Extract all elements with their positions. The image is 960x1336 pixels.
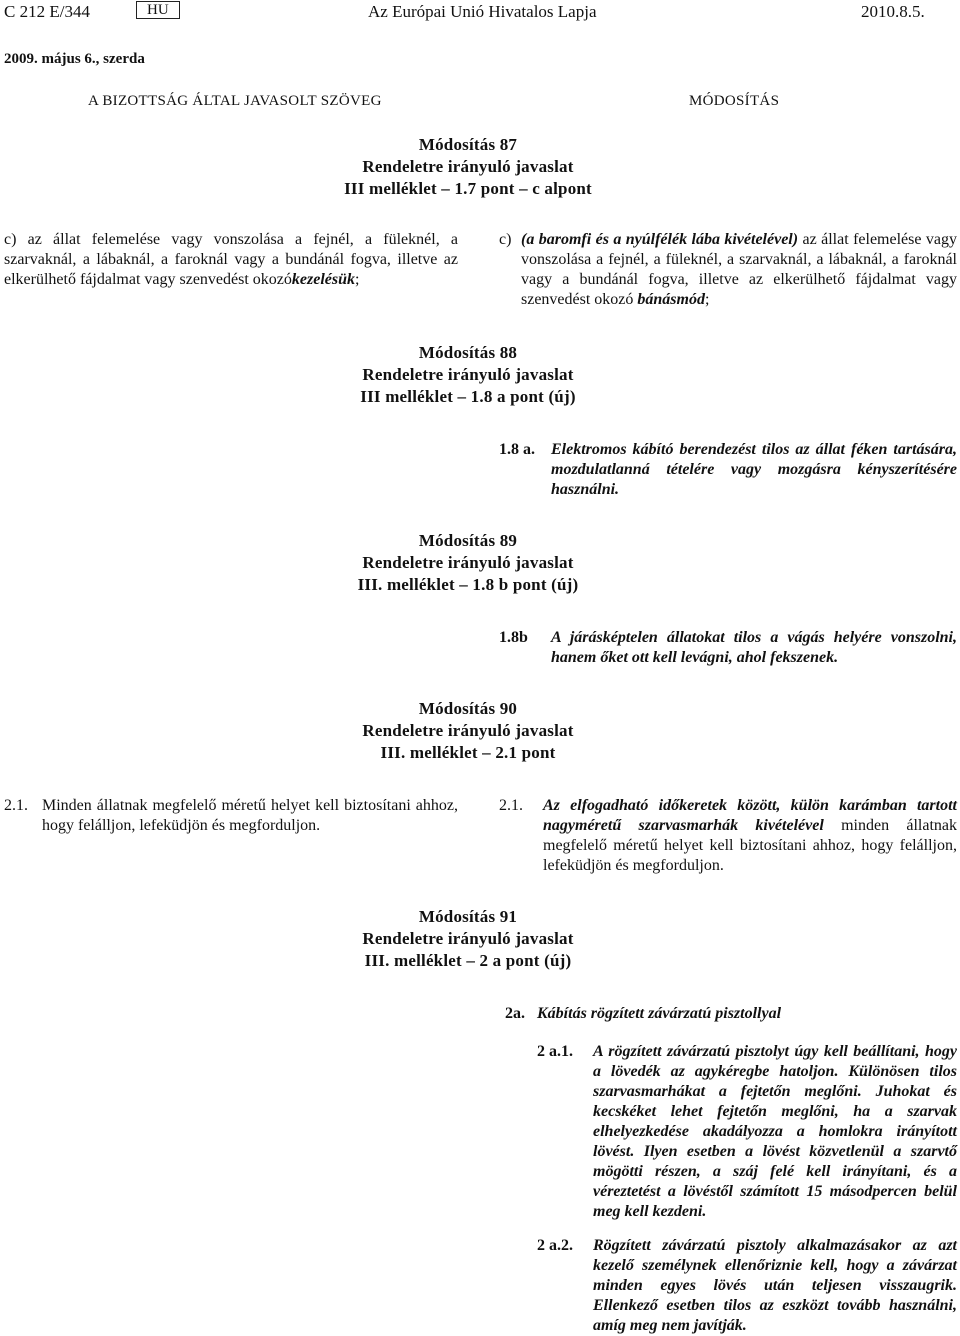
amendment-heading-90: [0, 698, 936, 764]
amendment-type: Rendeletre irányuló javaslat: [362, 553, 574, 572]
publication-date: 2010.8.5.: [861, 2, 925, 21]
page-reference: C 212 E/344: [4, 2, 90, 21]
a87-original-text: c) az állat felemelése vagy vonszolása a fejnél, a füleknél, a szarvaknál, a lábaknál, a faroknál vagy a bundánál fogva, illetve az elkerülhető fájdalmat vagy szenvedést okozókezelésük;: [4, 231, 458, 288]
language-badge: HU: [136, 1, 180, 19]
amendment-number: Módosítás 91: [418, 907, 518, 926]
amendment-number: Módosítás 89: [418, 531, 518, 550]
a88-amended-text: 1.8 a. Elektromos kábító berendezést tilos az állat féken tartására, mozdulatlanná tételére vagy mozgásra kényszerítésére használni.: [499, 441, 957, 498]
a91-item-2: 2 a.2. Rögzített závárzatú pisztoly alkalmazásakor az azt kezelő személynek ellenőriznie kell, hogy a závárzat minden egyes lövés után teljesen visszaugrik. Ellenkező esetben tilos az eszközt tovább használni, amíg meg nem javítják.: [537, 1237, 957, 1334]
a87-inserted-phrase: (a baromfi és a nyúlfélék lába kivételével): [521, 231, 799, 248]
a90-inserted-phrase: Az elfogadható időkeretek között, külön karámban tartott nagyméretű szarvasmarhák kivételével: [543, 797, 957, 834]
a87-amended-text: c) (a baromfi és a nyúlfélék lába kivételével) az állat felemelése vagy vonszolása a fejnél, a füleknél, a szarvaknál, a lábaknál, a faroknál vagy a bundánál fogva, illetve az elkerülhető fájdalmat vagy szenvedést okozó bánásmód;: [499, 231, 957, 308]
amendment-type: Rendeletre irányuló javaslat: [362, 157, 574, 176]
a91-item-1: 2 a.1. A rögzített závárzatú pisztolyt úgy kell beállítani, hogy a lövedék az agykéregbe hatoljon. Különösen tilos szarvasmarhákat a fejtetőn meglőni. Juhokat és kecskéket lehet fejtetőn meglőni, ha a szarvak elhelyezkedése akadályozza a homlokra irányított lövést. Ilyen esetben a lövést közvetlenül a szarvtő mögötti részen, a száj felé kell irányítani, és a véreztetést a lövéstől számított 15 másodpercen belül meg kell kezdeni.: [537, 1043, 957, 1220]
amendment-heading-91: [0, 906, 936, 972]
page-header: [0, 0, 960, 26]
column-title-right: MÓDOSÍTÁS: [689, 93, 780, 109]
amendment-heading-88: [0, 342, 936, 408]
amendment-number: Módosítás 87: [418, 135, 518, 154]
session-date: 2009. május 6., szerda: [4, 51, 145, 67]
amendment-heading-87: [0, 134, 936, 200]
amendment-number: Módosítás 90: [418, 699, 518, 718]
a87-inserted-word: bánásmód: [637, 291, 705, 308]
amendment-number: Módosítás 88: [418, 343, 518, 362]
a91-heading: 2a. Kábítás rögzített závárzatú pisztollyal: [505, 1005, 782, 1022]
amendment-reference: III melléklet – 1.8 a pont (új): [360, 387, 576, 406]
a89-amended-text: 1.8b A járásképtelen állatokat tilos a vágás helyére vonszolni, hanem őket ott kell levágni, ahol fekszenek.: [499, 629, 957, 666]
amendment-reference: III. melléklet – 2 a pont (új): [364, 951, 572, 970]
a90-original-text: 2.1. Minden állatnak megfelelő méretű helyet kell biztosítani ahhoz, hogy felálljon, lefeküdjön és megforduljon.: [4, 797, 458, 834]
amendment-heading-89: [0, 530, 936, 596]
column-title-left: A BIZOTTSÁG ÁLTAL JAVASOLT SZÖVEG: [88, 93, 382, 109]
amendment-type: Rendeletre irányuló javaslat: [362, 929, 574, 948]
a90-amended-text: 2.1. Az elfogadható időkeretek között, külön karámban tartott nagyméretű szarvasmarhák kivételével minden állatnak megfelelő méretű helyet kell biztosítani ahhoz, hogy felálljon, lefeküdjön és megforduljon.: [499, 797, 957, 874]
amendment-reference: III melléklet – 1.7 pont – c alpont: [344, 179, 592, 198]
amendment-reference: III. melléklet – 2.1 pont: [380, 743, 556, 762]
amendment-reference: III. melléklet – 1.8 b pont (új): [357, 575, 579, 594]
a87-original-deleted: kezelésük: [291, 271, 355, 288]
amendment-type: Rendeletre irányuló javaslat: [362, 365, 574, 384]
journal-title: Az Európai Unió Hivatalos Lapja: [368, 2, 597, 21]
amendment-type: Rendeletre irányuló javaslat: [362, 721, 574, 740]
